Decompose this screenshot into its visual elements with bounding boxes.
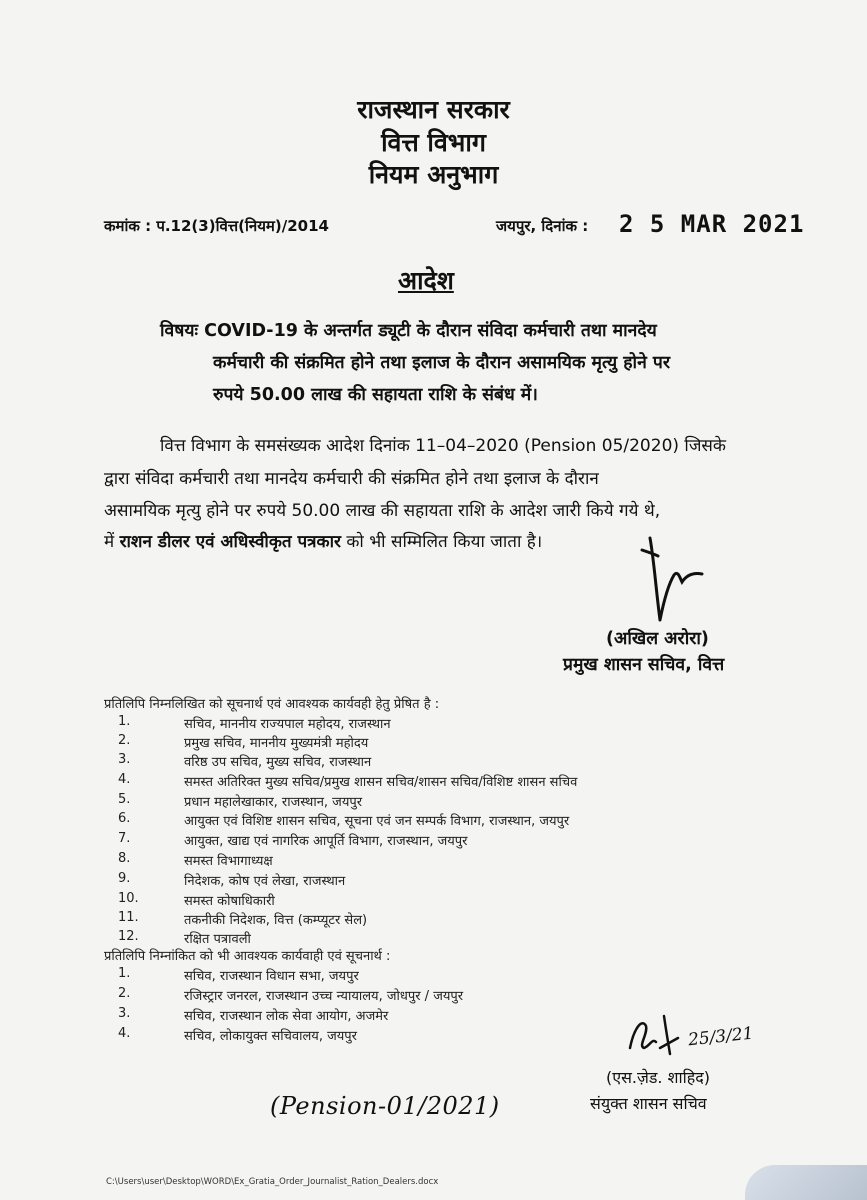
body-line-1: वित्त विभाग के समसंख्यक आदेश दिनांक 11–04–2020 (Pension 05/2020) जिसके [160, 436, 726, 456]
body-line-4-bold: राशन डीलर एवं अधिस्वीकृत पत्रकार [119, 532, 341, 552]
signature-1-image [630, 530, 720, 630]
body-line-4-pre: में [104, 532, 120, 552]
handwritten-date: 25/3/21 [687, 1023, 755, 1051]
body-line-4 [104, 529, 542, 552]
body-line-2: द्वारा संविदा कर्मचारी तथा मानदेय कर्मचारी की संक्रमित होने तथा इलाज के दौरान [104, 469, 599, 489]
header-department: वित्त विभाग [381, 128, 486, 157]
date-stamp: 2 5 MAR 2021 [619, 210, 805, 238]
handwritten-pension-note: (Pension-01/2021) [270, 1092, 500, 1120]
footer-file-path: C:\Users\user\Desktop\WORD\Ex_Gratia_Order_Journalist_Ration_Dealers.docx [106, 1177, 439, 1187]
corner-overlay [745, 1165, 867, 1200]
order-title: आदेश [398, 266, 454, 295]
header-government: राजस्थान सरकार [357, 95, 510, 124]
signatory-1-designation: प्रमुख शासन सचिव, वित्त [563, 655, 725, 675]
header-section: नियम अनुभाग [368, 160, 499, 189]
subject-line-3: रुपये 50.00 लाख की सहायता राशि के संबंध में। [213, 385, 538, 405]
copy-list: 1. सचिव, माननीय राज्यपाल महोदय, राजस्थान 2. प्रमुख सचिव, माननीय मुख्यमंत्री महोदय 3. वरिष्ठ उप सचिव, मुख्य सचिव, राजस्थान 4. समस्त अतिरिक्त मुख्य सचिव/प्रमुख शासन सचिव/शासन सचिव/विशिष्ट शासन सचिव 5. प्रधान महालेखाकार, राजस्थान, जयपुर 6. आयुक्त एवं विशिष्ट शासन सचिव, सूचना एवं जन सम्पर्क विभाग, राजस्थान, जयपुर 7. आयुक्त, खाद्य एवं नागरिक आपूर्ति विभाग, राजस्थान, जयपुर 8. समस्त विभागाध्यक्ष 9. निदेशक, कोष एवं लेखा, राजस्थान 10. समस्त कोषाधिकारी 11. तकनीकी निदेशक, वित्त (कम्प्यूटर सेल) 12. रक्षित पत्रावली [118, 714, 578, 947]
reference-number: कमांक : प.12(3)वित्त(नियम)/2014 [104, 217, 329, 235]
place-date-label: जयपुर, दिनांक : [496, 217, 589, 235]
copy-intro-2: प्रतिलिपि निम्नांकित को भी आवश्यक कार्यवाही एवं सूचनार्थ : [104, 949, 391, 964]
body-line-4-post: को भी सम्मिलित किया जाता है। [340, 532, 543, 552]
signatory-2-designation: संयुक्त शासन सचिव [590, 1094, 707, 1113]
signatory-1-name: (अखिल अरोरा) [606, 629, 709, 649]
subject-line-2: कर्मचारी की संक्रमित होने तथा इलाज के दौरान असामयिक मृत्यु होने पर [213, 353, 670, 373]
copy-intro: प्रतिलिपि निम्नलिखित को सूचनार्थ एवं आवश्यक कार्यवही हेतु प्रेषित है : [104, 697, 440, 712]
subject-line-1: विषयः COVID-19 के अन्तर्गत ड्यूटी के दौरान संविदा कर्मचारी तथा मानदेय [160, 321, 657, 341]
signatory-2-name: (एस.ज़ेड. शाहिद) [606, 1068, 710, 1087]
copy-list-2: 1. सचिव, राजस्थान विधान सभा, जयपुर 2. रजिस्ट्रार जनरल, राजस्थान उच्च न्यायालय, जोधपुर / जयपुर 3. सचिव, राजस्थान लोक सेवा आयोग, अजमेर 4. सचिव, लोकायुक्त सचिवालय, जयपुर [118, 966, 464, 1044]
body-line-3: असामयिक मृत्यु होने पर रुपये 50.00 लाख की सहायता राशि के आदेश जारी किये गये थे, [104, 501, 661, 521]
